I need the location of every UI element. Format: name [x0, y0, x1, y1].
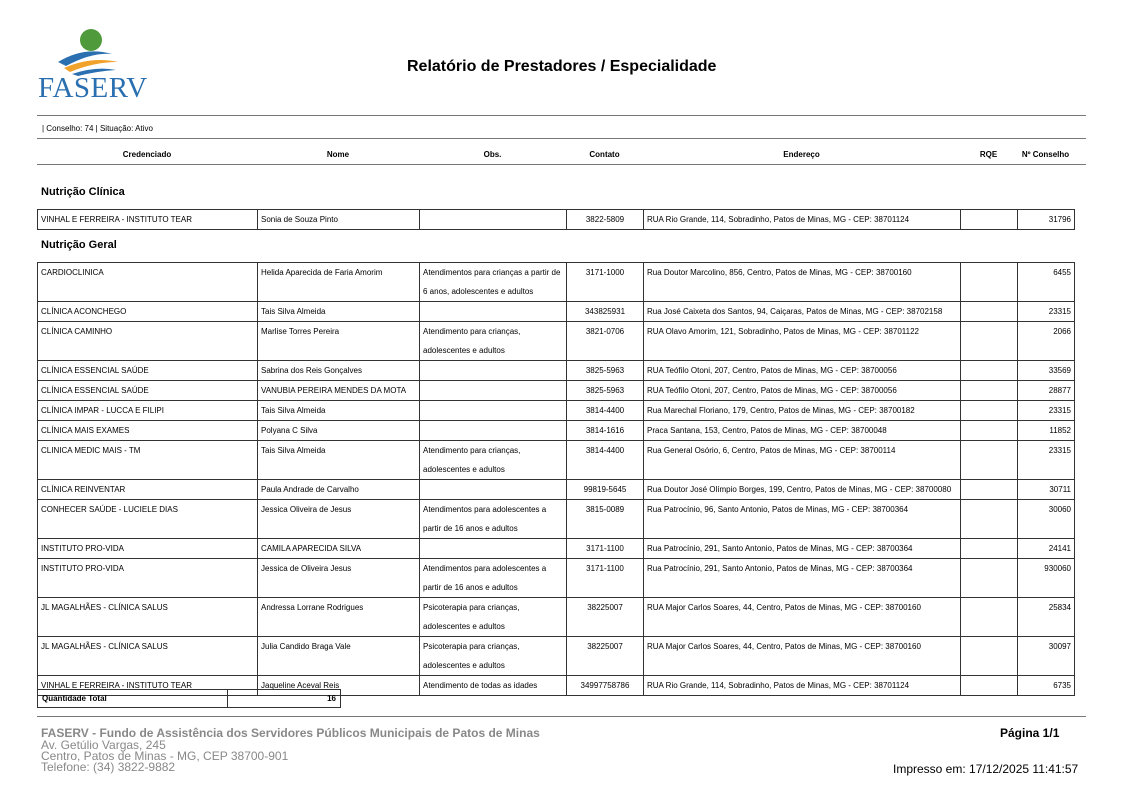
cell-contato: 99819-5645 [567, 480, 644, 500]
cell-contato: 34997758786 [567, 676, 644, 696]
cell-rqe [961, 210, 1018, 230]
cell-contato: 343825931 [567, 302, 644, 322]
cell-conselho: 25834 [1018, 598, 1075, 637]
table-row [38, 302, 1075, 322]
cell-conselho: 930060 [1018, 559, 1075, 598]
cell-obs: Atendimento de todas as idades [420, 676, 567, 696]
total-box [37, 689, 341, 708]
cell-conselho: 24141 [1018, 539, 1075, 559]
cell-nome: CAMILA APARECIDA SILVA [258, 539, 420, 559]
cell-contato: 3825-5963 [567, 381, 644, 401]
table-row [38, 401, 1075, 421]
cell-contato: 3814-4400 [567, 441, 644, 480]
cell-endereco: RUA Teófilo Otoni, 207, Centro, Patos de Minas, MG - CEP: 38700056 [644, 361, 961, 381]
cell-credenciado: CLÍNICA MAIS EXAMES [38, 421, 258, 441]
group-title: Nutrição Geral [41, 239, 117, 251]
cell-obs [420, 539, 567, 559]
group-title: Nutrição Clínica [41, 186, 125, 198]
total-value: 16 [228, 690, 341, 708]
cell-obs: Atendimentos para adolescentes a partir de 16 anos e adultos [420, 559, 567, 598]
cell-endereco: Praca Santana, 153, Centro, Patos de Minas, MG - CEP: 38700048 [644, 421, 961, 441]
cell-rqe [961, 361, 1018, 381]
cell-conselho: 2066 [1018, 322, 1075, 361]
footer-org: FASERV - Fundo de Assistência dos Servidores Públicos Municipais de Patos de Minas [41, 726, 540, 740]
cell-endereco: RUA Major Carlos Soares, 44, Centro, Patos de Minas, MG - CEP: 38700160 [644, 637, 961, 676]
cell-nome: Marlise Torres Pereira [258, 322, 420, 361]
logo-text: FASERV [38, 72, 148, 104]
cell-contato: 3171-1100 [567, 559, 644, 598]
cell-conselho: 6735 [1018, 676, 1075, 696]
cell-contato: 3821-0706 [567, 322, 644, 361]
cell-credenciado: CARDIOCLINICA [38, 263, 258, 302]
col-rqe: RQE [979, 150, 998, 159]
col-conselho: Nº Conselho [1021, 150, 1070, 159]
cell-contato: 3822-5809 [567, 210, 644, 230]
table-row [38, 210, 1075, 230]
columns-divider [37, 164, 1086, 165]
col-credenciado: Credenciado [122, 150, 172, 159]
filter-divider [37, 138, 1086, 139]
cell-contato: 3171-1100 [567, 539, 644, 559]
cell-obs: Atendimento para crianças, adolescentes e adultos [420, 441, 567, 480]
cell-rqe [961, 263, 1018, 302]
cell-obs: Psicoterapia para crianças, adolescentes e adultos [420, 598, 567, 637]
group-table-nutricao-clinica [37, 209, 1075, 230]
filter-text: | Conselho: 74 | Situação: Ativo [42, 124, 153, 133]
cell-endereco: Rua José Caixeta dos Santos, 94, Caiçaras, Patos de Minas, MG - CEP: 38702158 [644, 302, 961, 322]
footer-phone: Telefone: (34) 3822-9882 [41, 760, 176, 774]
cell-obs [420, 480, 567, 500]
cell-credenciado: CLÍNICA IMPAR - LUCCA E FILIPI [38, 401, 258, 421]
logo-mark-icon [36, 28, 146, 78]
cell-rqe [961, 302, 1018, 322]
cell-rqe [961, 559, 1018, 598]
cell-credenciado: VINHAL E FERREIRA - INSTITUTO TEAR [38, 210, 258, 230]
table-row [38, 421, 1075, 441]
cell-endereco: RUA Major Carlos Soares, 44, Centro, Patos de Minas, MG - CEP: 38700160 [644, 598, 961, 637]
cell-contato: 38225007 [567, 598, 644, 637]
printed-at: Impresso em: 17/12/2025 11:41:57 [893, 762, 1079, 776]
table-row [38, 598, 1075, 637]
cell-obs [420, 210, 567, 230]
cell-nome: Jessica de Oliveira Jesus [258, 559, 420, 598]
faserv-logo [36, 28, 146, 106]
cell-contato: 3815-0089 [567, 500, 644, 539]
cell-endereco: Rua Doutor José Olímpio Borges, 199, Centro, Patos de Minas, MG - CEP: 38700080 [644, 480, 961, 500]
cell-endereco: Rua Doutor Marcolino, 856, Centro, Patos de Minas, MG - CEP: 38700160 [644, 263, 961, 302]
cell-conselho: 6455 [1018, 263, 1075, 302]
table-row [38, 500, 1075, 539]
cell-endereco: Rua Marechal Floriano, 179, Centro, Patos de Minas, MG - CEP: 38700182 [644, 401, 961, 421]
cell-credenciado: CONHECER SAÚDE - LUCIELE DIAS [38, 500, 258, 539]
cell-contato: 3171-1000 [567, 263, 644, 302]
cell-endereco: Rua Patrocínio, 96, Santo Antonio, Patos de Minas, MG - CEP: 38700364 [644, 500, 961, 539]
cell-nome: Tais Silva Almeida [258, 302, 420, 322]
cell-rqe [961, 441, 1018, 480]
cell-credenciado: CLÍNICA ESSENCIAL SAÚDE [38, 361, 258, 381]
table-row [38, 322, 1075, 361]
cell-endereco: RUA Rio Grande, 114, Sobradinho, Patos de Minas, MG - CEP: 38701124 [644, 210, 961, 230]
cell-rqe [961, 676, 1018, 696]
cell-rqe [961, 381, 1018, 401]
cell-contato: 3814-1616 [567, 421, 644, 441]
cell-endereco: Rua Patrocínio, 291, Santo Antonio, Patos de Minas, MG - CEP: 38700364 [644, 559, 961, 598]
cell-endereco: RUA Rio Grande, 114, Sobradinho, Patos de Minas, MG - CEP: 38701124 [644, 676, 961, 696]
footer-address2: Centro, Patos de Minas - MG, CEP 38700-901 [41, 749, 289, 763]
cell-contato: 3814-4400 [567, 401, 644, 421]
cell-rqe [961, 637, 1018, 676]
cell-conselho: 30097 [1018, 637, 1075, 676]
cell-contato: 38225007 [567, 637, 644, 676]
cell-conselho: 11852 [1018, 421, 1075, 441]
col-nome: Nome [326, 150, 350, 159]
cell-credenciado: CLÍNICA ESSENCIAL SAÚDE [38, 381, 258, 401]
cell-conselho: 31796 [1018, 210, 1075, 230]
cell-nome: Tais Silva Almeida [258, 441, 420, 480]
cell-nome: Jaqueline Aceval Reis [258, 676, 420, 696]
cell-rqe [961, 322, 1018, 361]
cell-conselho: 28877 [1018, 381, 1075, 401]
col-contato: Contato [589, 150, 620, 159]
group-table-nutricao-geral [37, 262, 1075, 696]
footer-divider [37, 716, 1086, 717]
cell-endereco: Rua Patrocínio, 291, Santo Antonio, Patos de Minas, MG - CEP: 38700364 [644, 539, 961, 559]
table-row [38, 559, 1075, 598]
cell-nome: Tais Silva Almeida [258, 401, 420, 421]
cell-obs: Atendimento para crianças, adolescentes e adultos [420, 322, 567, 361]
table-row [38, 637, 1075, 676]
cell-endereco: RUA Teófilo Otoni, 207, Centro, Patos de Minas, MG - CEP: 38700056 [644, 381, 961, 401]
cell-conselho: 23315 [1018, 302, 1075, 322]
table-row [38, 263, 1075, 302]
footer-address1: Av. Getúlio Vargas, 245 [41, 738, 166, 752]
cell-endereco: Rua General Osório, 6, Centro, Patos de Minas, MG - CEP: 38700114 [644, 441, 961, 480]
cell-nome: Polyana C Silva [258, 421, 420, 441]
cell-credenciado: INSTITUTO PRO-VIDA [38, 539, 258, 559]
cell-nome: Sonia de Souza Pinto [258, 210, 420, 230]
table-row [38, 480, 1075, 500]
cell-credenciado: CLÍNICA CAMINHO [38, 322, 258, 361]
cell-rqe [961, 401, 1018, 421]
table-row [38, 441, 1075, 480]
total-label: Quantidade Total [38, 690, 228, 708]
cell-obs [420, 302, 567, 322]
report-title: Relatório de Prestadores / Especialidade [407, 58, 717, 75]
cell-obs [420, 381, 567, 401]
cell-credenciado: JL MAGALHÃES - CLÍNICA SALUS [38, 637, 258, 676]
table-row [38, 381, 1075, 401]
col-obs: Obs. [483, 150, 502, 159]
cell-contato: 3825-5963 [567, 361, 644, 381]
cell-obs: Psicoterapia para crianças, adolescentes e adultos [420, 637, 567, 676]
cell-rqe [961, 500, 1018, 539]
cell-rqe [961, 421, 1018, 441]
cell-credenciado: INSTITUTO PRO-VIDA [38, 559, 258, 598]
cell-conselho: 30060 [1018, 500, 1075, 539]
cell-nome: Julia Candido Braga Vale [258, 637, 420, 676]
table-row [38, 361, 1075, 381]
cell-conselho: 23315 [1018, 441, 1075, 480]
cell-nome: Sabrina dos Reis Gonçalves [258, 361, 420, 381]
cell-credenciado: JL MAGALHÃES - CLÍNICA SALUS [38, 598, 258, 637]
cell-conselho: 33569 [1018, 361, 1075, 381]
cell-obs: Atendimentos para crianças a partir de 6 anos, adolescentes e adultos [420, 263, 567, 302]
cell-credenciado: CLINICA MEDIC MAIS - TM [38, 441, 258, 480]
cell-rqe [961, 539, 1018, 559]
table-row [38, 539, 1075, 559]
page-number: Página 1/1 [1000, 726, 1060, 740]
cell-credenciado: VINHAL E FERREIRA - INSTITUTO TEAR [38, 676, 258, 696]
cell-obs: Atendimentos para adolescentes a partir de 16 anos e adultos [420, 500, 567, 539]
col-endereco: Endereço [783, 150, 820, 159]
cell-conselho: 23315 [1018, 401, 1075, 421]
cell-obs [420, 421, 567, 441]
cell-nome: VANUBIA PEREIRA MENDES DA MOTA [258, 381, 420, 401]
cell-rqe [961, 480, 1018, 500]
cell-endereco: RUA Olavo Amorim, 121, Sobradinho, Patos de Minas, MG - CEP: 38701122 [644, 322, 961, 361]
cell-credenciado: CLÍNICA ACONCHEGO [38, 302, 258, 322]
cell-rqe [961, 598, 1018, 637]
cell-obs [420, 401, 567, 421]
header-divider [37, 115, 1086, 116]
cell-nome: Paula Andrade de Carvalho [258, 480, 420, 500]
cell-nome: Jessica Oliveira de Jesus [258, 500, 420, 539]
cell-conselho: 30711 [1018, 480, 1075, 500]
cell-nome: Helida Aparecida de Faria Amorim [258, 263, 420, 302]
cell-credenciado: CLÍNICA REINVENTAR [38, 480, 258, 500]
cell-nome: Andressa Lorrane Rodrigues [258, 598, 420, 637]
cell-obs [420, 361, 567, 381]
